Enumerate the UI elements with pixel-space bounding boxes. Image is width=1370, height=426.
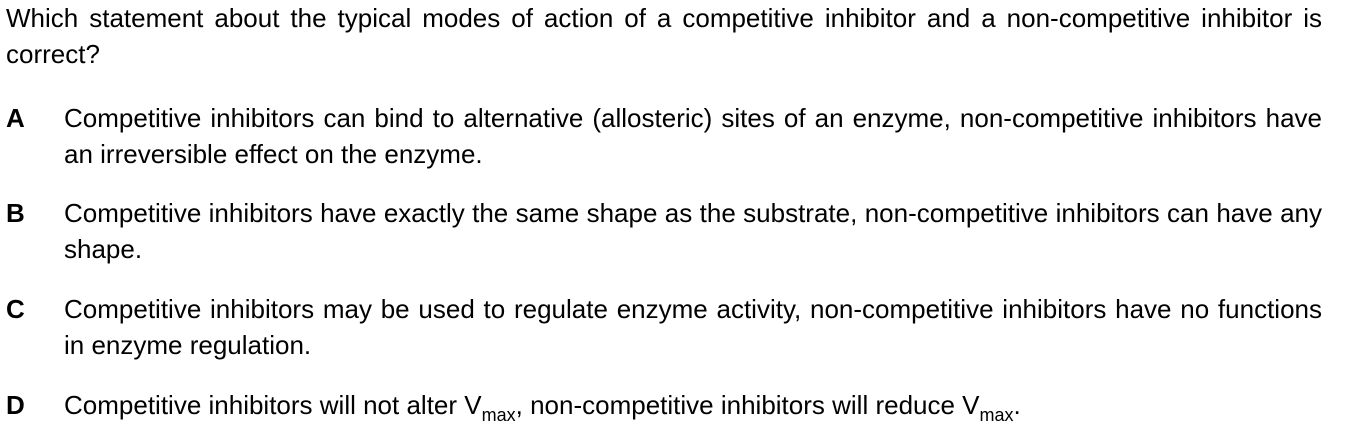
option-c (6, 291, 1322, 363)
option-text: Competitive inhibitors can bind to alternative (allosteric) sites of an enzyme, non-competitive inhibitors have an irreversible effect on the enzyme. (64, 103, 1322, 169)
option-d (6, 387, 1322, 423)
subscript-max: max (979, 405, 1014, 425)
option-text-part: , non-competitive inhibitors will reduce V (515, 390, 980, 420)
option-letter: D (6, 390, 25, 420)
option-letter: A (6, 103, 25, 133)
option-b (6, 195, 1322, 267)
option-text (64, 387, 1322, 423)
option-text: Competitive inhibitors may be used to regulate enzyme activity, non-competitive inhibitors have no functions in enzyme regulation. (64, 294, 1322, 360)
option-letter: C (6, 294, 25, 324)
subscript-max: max (481, 405, 516, 425)
option-text-part: Competitive inhibitors will not alter V (64, 390, 482, 420)
question-text: Which statement about the typical modes of action of a competitive inhibitor and a non-competitive inhibitor is correct? (6, 3, 1322, 69)
option-letter: B (6, 198, 25, 228)
option-text-part: . (1013, 390, 1021, 420)
option-a (6, 100, 1322, 172)
option-text: Competitive inhibitors have exactly the same shape as the substrate, non-competitive inhibitors can have any shape. (64, 198, 1322, 264)
